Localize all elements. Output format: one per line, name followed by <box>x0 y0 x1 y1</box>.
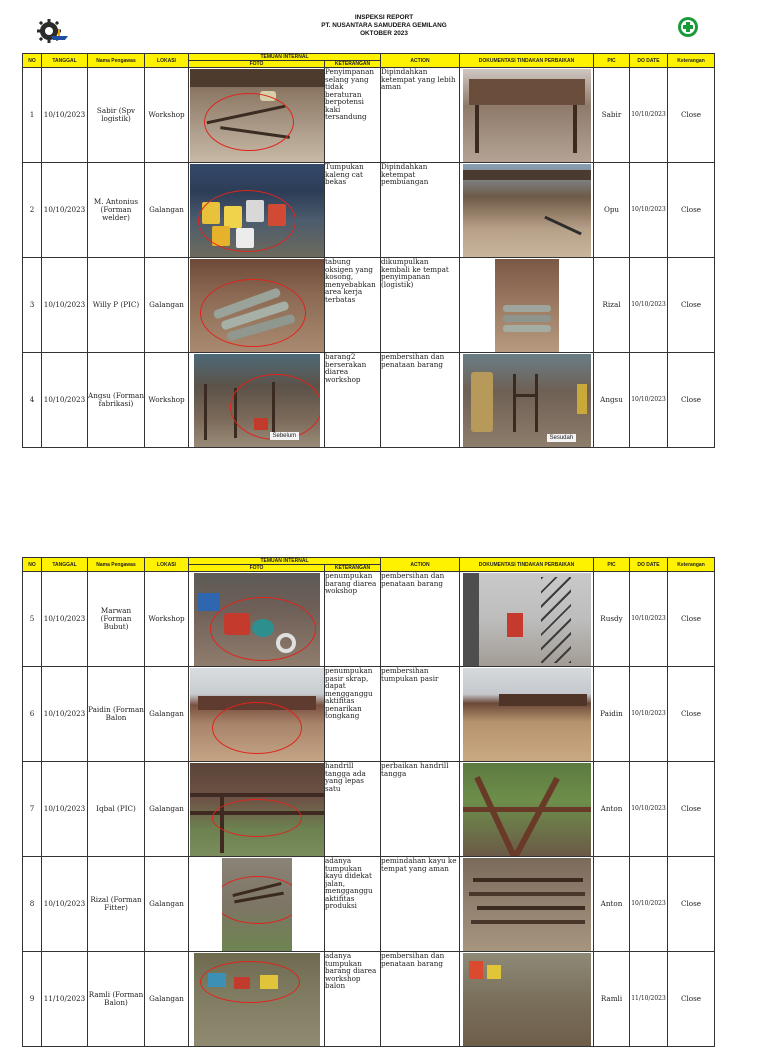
col-lokasi: LOKASI <box>145 558 189 572</box>
row-lokasi: Galangan <box>145 667 189 762</box>
workshop-pileup-photo <box>194 573 320 666</box>
hazard-highlight-ellipse <box>210 597 316 661</box>
row-tanggal: 10/10/2023 <box>42 353 88 448</box>
row-nama-pengawas: Ramli (Forman Balon) <box>88 952 145 1047</box>
row-keterangan: handrill tangga ada yang lepas satu <box>325 762 381 857</box>
row-do-date: 10/10/2023 <box>630 667 668 762</box>
row-lokasi: Galangan <box>145 762 189 857</box>
table-row <box>23 163 715 258</box>
corrective-photo <box>460 572 594 667</box>
row-status: Close <box>668 857 715 952</box>
corrective-photo <box>460 163 594 258</box>
row-no: 1 <box>23 68 42 163</box>
row-nama-pengawas: Paidin (Forman Balon <box>88 667 145 762</box>
wood-relocated-photo <box>463 858 591 951</box>
finding-photo <box>189 353 325 448</box>
corrective-photo <box>460 857 594 952</box>
balon-workshop-photo <box>194 953 320 1046</box>
row-pic: Ramli <box>594 952 630 1047</box>
row-do-date: 10/10/2023 <box>630 163 668 258</box>
row-pic: Anton <box>594 857 630 952</box>
row-lokasi: Galangan <box>145 258 189 353</box>
hose-cleared-photo <box>463 69 591 162</box>
row-nama-pengawas: Marwan (Forman Bubut) <box>88 572 145 667</box>
row-status: Close <box>668 667 715 762</box>
row-tanggal: 10/10/2023 <box>42 572 88 667</box>
row-keterangan: Penyimpanan selang yang tidak beraturan berpotensi kaki tersandung <box>325 68 381 163</box>
row-status: Close <box>668 353 715 448</box>
row-do-date: 10/10/2023 <box>630 68 668 163</box>
finding-photo <box>189 762 325 857</box>
row-do-date: 10/10/2023 <box>630 857 668 952</box>
table-row <box>23 667 715 762</box>
row-lokasi: Galangan <box>145 952 189 1047</box>
col-do-date: DO DATE <box>630 558 668 572</box>
row-pic: Angsu <box>594 353 630 448</box>
row-do-date: 11/10/2023 <box>630 952 668 1047</box>
hazard-highlight-ellipse <box>222 876 292 924</box>
col-dokumentasi: DOKUMENTASI TINDAKAN PERBAIKAN <box>460 558 594 572</box>
row-status: Close <box>668 68 715 163</box>
workshop-cleared-photo <box>463 573 591 666</box>
row-do-date: 10/10/2023 <box>630 258 668 353</box>
table-row <box>23 68 715 163</box>
col-dokumentasi: DOKUMENTASI TINDAKAN PERBAIKAN <box>460 54 594 68</box>
row-action: pembersihan dan penataan barang <box>381 952 460 1047</box>
handrail-photo <box>190 763 324 856</box>
row-no: 9 <box>23 952 42 1047</box>
report-title: INSPEKSI REPORT <box>354 14 414 21</box>
finding-photo <box>189 667 325 762</box>
row-action: pembersihan dan penataan barang <box>381 353 460 448</box>
row-tanggal: 10/10/2023 <box>42 163 88 258</box>
corrective-photo <box>460 68 594 163</box>
row-nama-pengawas: Iqbal (PIC) <box>88 762 145 857</box>
row-lokasi: Workshop <box>145 353 189 448</box>
col-foto: FOTO <box>189 565 325 572</box>
row-keterangan: Tumpukan kaleng cat bekas <box>325 163 381 258</box>
row-pic: Anton <box>594 762 630 857</box>
col-temuan-internal: TEMUAN INTERNAL <box>189 54 381 61</box>
row-do-date: 10/10/2023 <box>630 572 668 667</box>
row-action: Dipindahkan ketempat yang lebih aman <box>381 68 460 163</box>
row-pic: Rusdy <box>594 572 630 667</box>
finding-photo <box>189 952 325 1047</box>
cans-removed-photo <box>463 164 591 257</box>
row-no: 8 <box>23 857 42 952</box>
row-do-date: 10/10/2023 <box>630 353 668 448</box>
oxygen-tanks-photo <box>190 259 324 352</box>
finding-photo <box>189 572 325 667</box>
hazard-highlight-ellipse <box>212 702 302 754</box>
row-pic: Sabir <box>594 68 630 163</box>
row-action: pemindahan kayu ke tempat yang aman <box>381 857 460 952</box>
hose-storage-photo <box>190 69 324 162</box>
before-label: Sebelum <box>270 432 300 440</box>
corrective-photo <box>460 952 594 1047</box>
col-no: NO <box>23 54 42 68</box>
col-tanggal: TANGGAL <box>42 54 88 68</box>
row-keterangan: penumpukan pasir skrap, dapat mengganggu aktifitas penarikan tongkang <box>325 667 381 762</box>
balon-cleared-photo <box>463 953 591 1046</box>
workshop-clutter-photo <box>194 354 320 447</box>
row-status: Close <box>668 163 715 258</box>
col-do-date: DO DATE <box>630 54 668 68</box>
row-tanggal: 10/10/2023 <box>42 857 88 952</box>
row-pic: Rizal <box>594 258 630 353</box>
row-keterangan: barang2 berserakan diarea workshop <box>325 353 381 448</box>
row-lokasi: Workshop <box>145 68 189 163</box>
inspection-table-2 <box>22 557 715 1047</box>
hazard-highlight-ellipse <box>212 799 302 837</box>
hazard-highlight-ellipse <box>204 93 294 151</box>
row-tanggal: 10/10/2023 <box>42 667 88 762</box>
row-nama-pengawas: Sabir (Spv logistik) <box>88 68 145 163</box>
table-row <box>23 258 715 353</box>
row-no: 3 <box>23 258 42 353</box>
row-nama-pengawas: M. Antonius (Forman welder) <box>88 163 145 258</box>
table-row <box>23 857 715 952</box>
row-tanggal: 10/10/2023 <box>42 258 88 353</box>
row-nama-pengawas: Willy P (PIC) <box>88 258 145 353</box>
table-row <box>23 572 715 667</box>
report-header <box>0 0 768 52</box>
row-keterangan: adanya tumpukan kayu didekat jalan, mengganggu aktifitas produksi <box>325 857 381 952</box>
row-lokasi: Galangan <box>145 163 189 258</box>
row-pic: Opu <box>594 163 630 258</box>
row-tanggal: 11/10/2023 <box>42 952 88 1047</box>
barge-sand-photo <box>190 668 324 761</box>
gear-ship-logo-icon <box>36 18 72 44</box>
col-action: ACTION <box>381 54 460 68</box>
paint-cans-photo <box>190 164 324 257</box>
row-no: 7 <box>23 762 42 857</box>
inspection-table-1 <box>22 53 715 448</box>
row-no: 4 <box>23 353 42 448</box>
row-action: pembersihan tumpukan pasir <box>381 667 460 762</box>
finding-photo <box>189 857 325 952</box>
hazard-highlight-ellipse <box>198 190 296 252</box>
col-foto: FOTO <box>189 61 325 68</box>
hazard-highlight-ellipse <box>230 374 320 440</box>
col-keterangan: KETERANGAN <box>325 61 381 68</box>
row-lokasi: Galangan <box>145 857 189 952</box>
row-keterangan: penumpukan barang diarea wokshop <box>325 572 381 667</box>
k3-cross-logo-icon <box>676 16 700 46</box>
row-action: perbaikan handrill tangga <box>381 762 460 857</box>
row-nama-pengawas: Rizal (Forman Fitter) <box>88 857 145 952</box>
after-label: Sesudah <box>547 434 577 442</box>
row-action: dikumpulkan kembali ke tempat penyimpanan (logistik) <box>381 258 460 353</box>
tanks-stored-photo <box>495 259 559 352</box>
col-keterangan: KETERANGAN <box>325 565 381 572</box>
row-status: Close <box>668 762 715 857</box>
finding-photo <box>189 163 325 258</box>
sand-cleared-photo <box>463 668 591 761</box>
row-tanggal: 10/10/2023 <box>42 68 88 163</box>
row-lokasi: Workshop <box>145 572 189 667</box>
hazard-highlight-ellipse <box>200 961 300 1003</box>
hazard-highlight-ellipse <box>200 279 306 347</box>
col-nama-pengawas: Nama Pengawas <box>88 558 145 572</box>
corrective-photo <box>460 667 594 762</box>
row-no: 6 <box>23 667 42 762</box>
col-pic: PIC <box>594 558 630 572</box>
row-action: Dipindahkan ketempat pembuangan <box>381 163 460 258</box>
col-lokasi: LOKASI <box>145 54 189 68</box>
corrective-photo <box>460 353 594 448</box>
row-status: Close <box>668 258 715 353</box>
row-tanggal: 10/10/2023 <box>42 762 88 857</box>
col-tanggal: TANGGAL <box>42 558 88 572</box>
wood-pile-photo <box>222 858 292 951</box>
col-pic: PIC <box>594 54 630 68</box>
row-pic: Paidin <box>594 667 630 762</box>
workshop-tidy-photo <box>463 354 591 447</box>
row-no: 2 <box>23 163 42 258</box>
col-keterangan-status: Keterangan <box>668 54 715 68</box>
report-period: OKTOBER 2023 <box>360 30 408 37</box>
col-action: ACTION <box>381 558 460 572</box>
finding-photo <box>189 258 325 353</box>
row-status: Close <box>668 952 715 1047</box>
col-temuan-internal: TEMUAN INTERNAL <box>189 558 381 565</box>
company-name: PT. NUSANTARA SAMUDERA GEMILANG <box>321 22 447 29</box>
row-do-date: 10/10/2023 <box>630 762 668 857</box>
row-no: 5 <box>23 572 42 667</box>
table-row <box>23 353 715 448</box>
row-action: pembersihan dan penataan barang <box>381 572 460 667</box>
col-no: NO <box>23 558 42 572</box>
corrective-photo <box>460 762 594 857</box>
row-nama-pengawas: Angsu (Forman fabrikasi) <box>88 353 145 448</box>
table-row <box>23 762 715 857</box>
col-nama-pengawas: Nama Pengawas <box>88 54 145 68</box>
row-keterangan: adanya tumpukan barang diarea workshop balon <box>325 952 381 1047</box>
finding-photo <box>189 68 325 163</box>
row-status: Close <box>668 572 715 667</box>
row-keterangan: tabung oksigen yang kosong, menyebabkan area kerja terbatas <box>325 258 381 353</box>
corrective-photo <box>460 258 594 353</box>
handrail-repaired-photo <box>463 763 591 856</box>
col-keterangan-status: Keterangan <box>668 558 715 572</box>
table-row <box>23 952 715 1047</box>
